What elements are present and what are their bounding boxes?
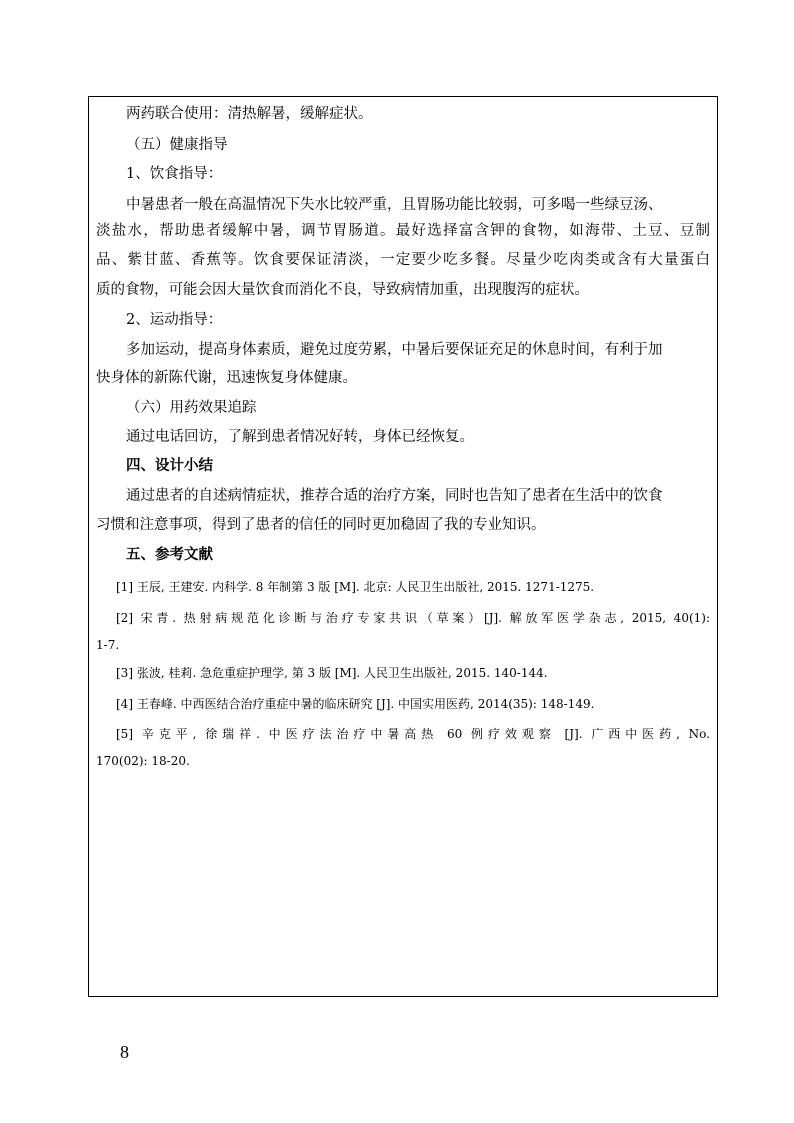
body-line: 质的食物，可能会因大量饮食而消化不良，导致病情加重，出现腹泻的症状。 xyxy=(96,282,589,298)
subsection-heading: 2、运动指导： xyxy=(126,312,223,328)
reference-item: [2] 宋青. 热射病规范化诊断与治疗专家共识（草案）[J]. 解放军医学杂志, 2015, 40(1): xyxy=(116,611,710,625)
body-line: 淡盐水，帮助患者缓解中暑，调节胃肠道。最好选择富含钾的食物，如海带、土豆、豆制 xyxy=(96,223,710,239)
page-number: 8 xyxy=(120,1042,129,1062)
reference-item: [5] 辛克平, 徐瑞祥. 中医疗法治疗中暑高热 60 例疗效观察 [J]. 广西中医药, No. xyxy=(116,727,710,741)
section-heading: （五）健康指导 xyxy=(126,137,228,153)
body-line: 习惯和注意事项，得到了患者的信任的同时更加稳固了我的专业知识。 xyxy=(96,517,546,533)
reference-item-continuation: 1-7. xyxy=(96,638,120,652)
reference-item: [1] 王辰, 王建安. 内科学. 8 年制第 3 版 [M]. 北京: 人民卫生出版社, 2015. 1271-1275. xyxy=(116,580,595,594)
body-line: 快身体的新陈代谢，迅速恢复身体健康。 xyxy=(96,370,357,386)
body-line: 品、紫甘蓝、香蕉等。饮食要保证清淡，一定要少吃多餐。尽量少吃肉类或含有大量蛋白 xyxy=(96,252,710,268)
reference-item-continuation: 170(02): 18-20. xyxy=(96,754,190,768)
subsection-heading: 1、饮食指导： xyxy=(126,166,223,182)
body-line: 通过患者的自述病情症状，推荐合适的治疗方案，同时也告知了患者在生活中的饮食 xyxy=(126,488,663,504)
reference-item: [3] 张波, 桂莉. 急危重症护理学, 第 3 版 [M]. 人民卫生出版社, 2015. 140-144. xyxy=(116,666,548,680)
section-heading: （六）用药效果追踪 xyxy=(126,400,257,416)
reference-item: [4] 王春峰. 中西医结合治疗重症中暑的临床研究 [J]. 中国实用医药, 2014(35): 148-149. xyxy=(116,697,595,711)
chapter-heading: 五、参考文献 xyxy=(126,546,213,563)
chapter-heading: 四、设计小结 xyxy=(126,457,213,474)
body-line: 多加运动，提高身体素质，避免过度劳累，中暑后要保证充足的休息时间，有利于加 xyxy=(126,342,663,358)
body-line: 通过电话回访，了解到患者情况好转，身体已经恢复。 xyxy=(126,429,474,445)
body-line: 中暑患者一般在高温情况下失水比较严重，且胃肠功能比较弱，可多喝一些绿豆汤、 xyxy=(126,197,663,213)
body-line: 两药联合使用：清热解暑，缓解症状。 xyxy=(126,106,373,122)
